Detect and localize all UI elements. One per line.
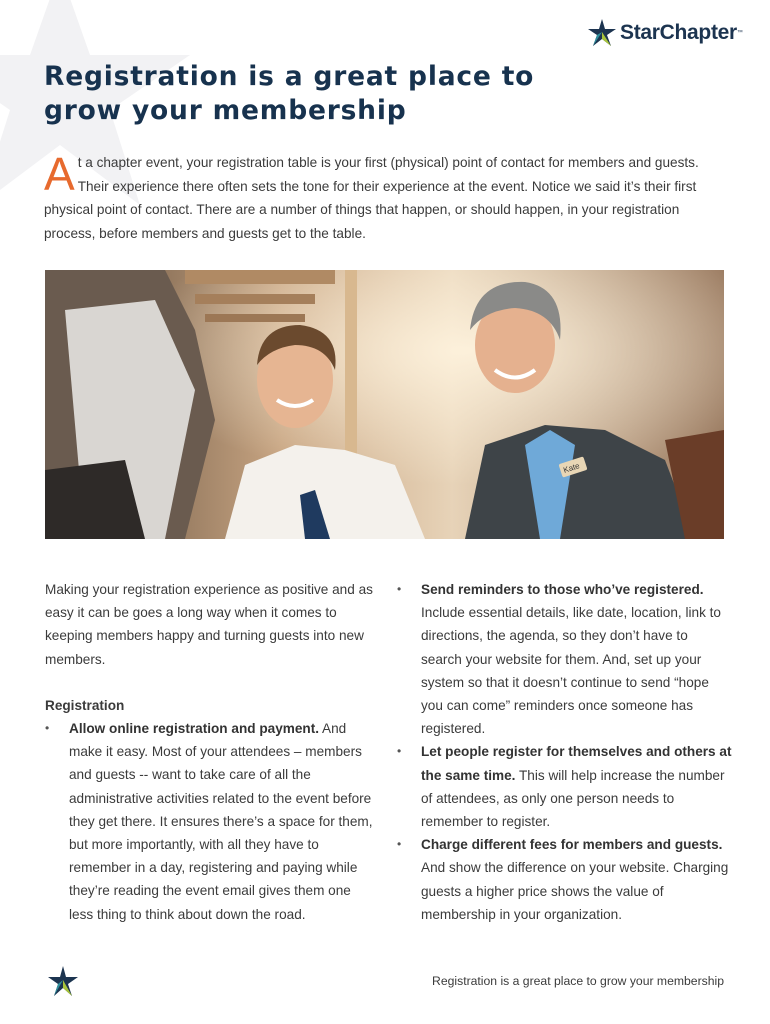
bullet-heading: Let people register for themselves and others at the same time.: [421, 744, 732, 783]
bullet-heading: Send reminders to those who’ve registered.: [421, 582, 704, 597]
intro-text: t a chapter event, your registration table is your first (physical) point of contact for members and guests. Their experience there often sets the tone for their experience at the event. Notice we said it’s their first physical point of contact. There are a number of things that happen, or should happen, in your registration process, before members and guests get to the table.: [44, 155, 699, 241]
bullet-text: And make it easy. Most of your attendees – members and guests -- want to take care of all the administrative activities related to the event before they get there. It ensures there’s a space for them, but more importantly, with all they have to remember in a day, registering and paying while they’re reading the event email gives them one less thing to think about down the road.: [69, 721, 373, 922]
right-column: [397, 578, 732, 926]
bullet-heading: Allow online registration and payment.: [69, 721, 320, 737]
list-item: [45, 717, 375, 926]
registration-photo: [45, 270, 724, 539]
right-bullet-list: [397, 578, 732, 926]
list-item: [397, 578, 732, 740]
page-title: Registration is a great place to grow your membership: [44, 61, 535, 126]
bullet-text: Include essential details, like date, location, link to directions, the agenda, so they don’t have to search your website for them. And, set up your system so that it doesn’t continue to send “hope you can come” reminders once someone has registered.: [421, 605, 721, 737]
name-tag: Kate: [562, 461, 581, 475]
drop-cap: A: [44, 148, 75, 200]
intro-paragraph: [44, 148, 724, 245]
logo-wordmark: StarChapter: [620, 21, 737, 44]
list-item: [397, 833, 732, 926]
footer-star-icon: [46, 964, 80, 998]
list-item: [397, 740, 732, 833]
registration-subheading: Registration: [45, 697, 125, 713]
star-logo-icon: [587, 18, 617, 48]
starchapter-logo: [587, 18, 743, 48]
left-column: [45, 578, 375, 926]
bullet-text: This will help increase the number of attendees, as only one person needs to remember to register.: [421, 767, 725, 830]
footer-text: Registration is a great place to grow your membership: [432, 974, 724, 988]
lead-paragraph: Making your registration experience as positive and as easy it can be goes a long way when it comes to keeping members happy and turning guests into new members.: [45, 582, 373, 667]
bullet-text: And show the difference on your website. Charging guests a higher price shows the value of membership in your organization.: [421, 860, 729, 922]
left-bullet-list: [45, 717, 375, 926]
trademark-symbol: ™: [736, 30, 743, 36]
bullet-heading: Charge different fees for members and guests.: [421, 837, 723, 853]
